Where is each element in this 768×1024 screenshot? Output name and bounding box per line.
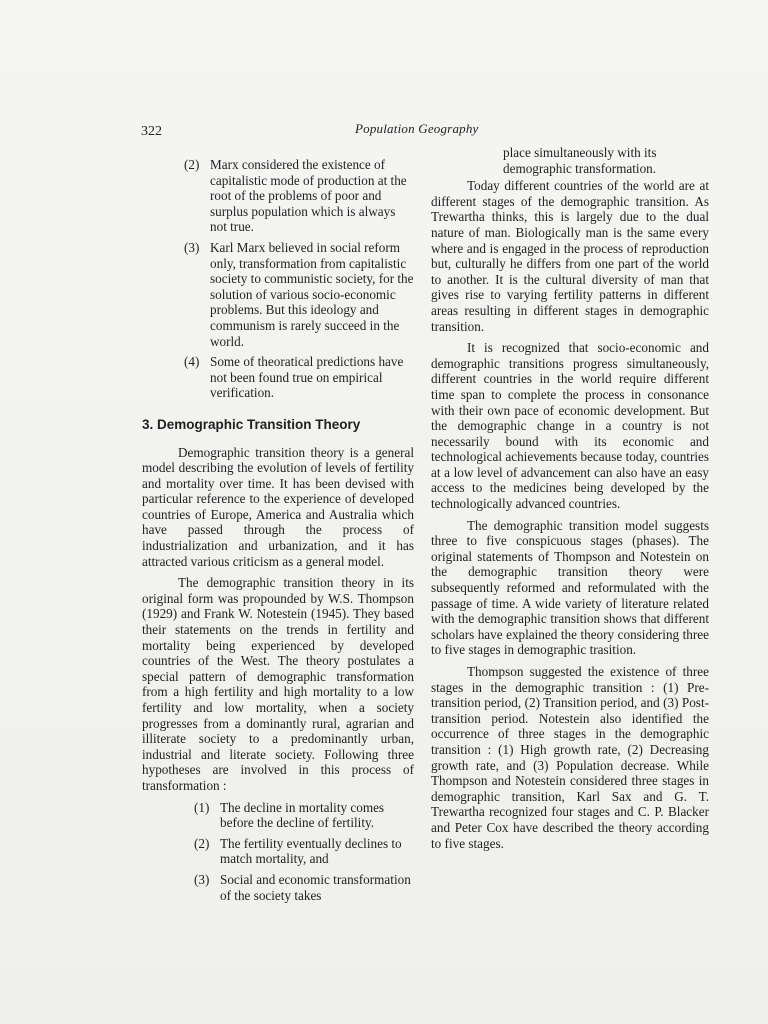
list-item-number: (2) — [194, 835, 210, 851]
right-column — [431, 145, 709, 857]
list-item — [184, 240, 414, 349]
list-item-text: The decline in mortality comes before the decline of fertility. — [220, 799, 385, 831]
list-item-number: (2) — [184, 157, 200, 172]
hypotheses-list — [142, 800, 414, 904]
list-item-number: (3) — [184, 239, 200, 255]
list-item — [194, 872, 414, 903]
running-head-title: Population Geography — [355, 121, 479, 136]
paragraph: The demographic transition model suggests three to five conspicuous stages (phases). The original statements of Thompson and Notestein on the demographic transition theory were subsequently reformed and reformulated with the passage of time. A wide variety of literature related with the demographic transition shows that different scholars have explained the theory considering three to five stages in demographic trasition. — [431, 517, 709, 658]
page-number: 322 — [141, 124, 162, 139]
list-item-text: Marx considered the existence of capitalistic mode of production at the root of the problems of poor and surplus population which is always not true. — [210, 157, 407, 235]
paragraph: Demographic transition theory is a general model describing the evolution of levels of fertility and mortality over time. It has been devised with particular reference to the experience of developed countries of Europe, America and Australia which have passed through the process of industrialization and urbanization, and it has attracted various criticism as a general model. — [142, 444, 414, 569]
list-item-text: Some of theoratical predictions have not been found true on empirical verification. — [210, 354, 404, 401]
list-item-number: (3) — [194, 871, 210, 887]
list-item — [194, 800, 414, 831]
section-heading: 3. Demographic Transition Theory — [142, 416, 361, 432]
paragraph: The demographic transition theory in its original form was propounded by W.S. Thompson (1929) and Frank W. Notestein (1945). They based their statements on the trends in fertility and mortality being experienced by developed countries of the West. The theory postulates a special pattern of demographic transformation from a high fertility and high mortality to a low fertility and low mortality, when a society progresses from a dominantly rural, agrarian and illiterate society to a predominantly urban, industrial and literate society. Following three hypotheses are involved in this process of transformation : — [142, 575, 414, 793]
list-item-number: (1) — [194, 799, 210, 815]
list-item — [184, 354, 414, 401]
paragraph: Today different countries of the world are at different stages of the demographic transition. As Trewartha thinks, this is largely due to the dual nature of man. Biologically man is the same every where and is engaged in the process of reproduction but, culturally he differs from one part of the world to another. It is the cultural diversity of man that gives rise to varying fertility patterns in different areas resulting in different stages in demographic transition. — [431, 178, 709, 334]
left-column — [142, 145, 414, 908]
list-item — [184, 157, 414, 235]
continuation-text: place simultaneously with its demographic transformation. — [503, 145, 657, 176]
paragraph: Thompson suggested the existence of three stages in the demographic transition : (1) Pre-transition period, (2) Transition period, and (3) Post-transition period. Notestein also identified the occurrence of three stages in the demographic transition : (1) High growth rate, (2) Decreasing growth rate, and (3) Population decrease. While Thompson and Notestein considered three stages in demographic transition, Karl Sax and G. T. Trewartha recognized four stages and C. P. Blacker and Peter Cox have described the theory according to five stages. — [431, 664, 709, 851]
criticism-list — [142, 157, 414, 401]
paragraph: It is recognized that socio-economic and demographic transitions progress simultaneously, different countries in the world require different time span to complete the process in consonance with their own pace of economic development. But the demographic change in a country is not necessarily bound with its economic and technological achievements because today, countries at a low level of advancement can also have an easy access to the medicines being developed by the technologically advanced countries. — [431, 340, 709, 512]
list-item — [194, 836, 414, 867]
list-item-text: The fertility eventually declines to match mortality, and — [220, 835, 402, 867]
list-item-text: Karl Marx believed in social reform only, transformation from capitalistic society to communistic society, for the solution of various socio-economic problems. But this ideology and communism is rarely succeed in the world. — [210, 239, 414, 349]
list-item-number: (4) — [184, 354, 200, 370]
list-item-text: Social and economic transformation of the society takes — [220, 871, 411, 903]
